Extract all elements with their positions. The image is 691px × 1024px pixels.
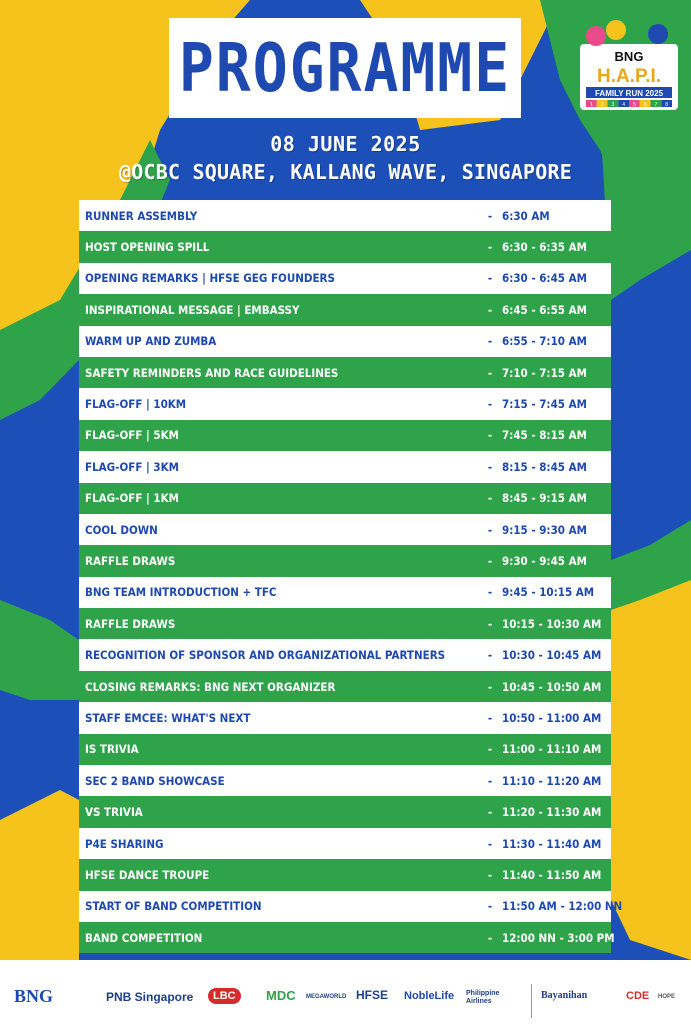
beneficiary-logo-hope: HOPE bbox=[658, 994, 676, 1000]
schedule-row bbox=[79, 639, 611, 670]
schedule-separator: - bbox=[487, 302, 493, 317]
schedule-activity: HFSE DANCE TROUPE bbox=[85, 867, 210, 882]
schedule-separator: - bbox=[487, 899, 493, 914]
schedule-activity: RUNNER ASSEMBLY bbox=[85, 208, 198, 223]
schedule-time: 9:30 - 9:45 AM bbox=[502, 553, 587, 568]
schedule-separator: - bbox=[487, 208, 493, 223]
schedule-time: 8:45 - 9:15 AM bbox=[502, 491, 587, 506]
svg-text:8: 8 bbox=[665, 102, 668, 108]
schedule-activity: FLAG-OFF | 1KM bbox=[85, 491, 179, 506]
schedule-row bbox=[79, 702, 611, 733]
schedule-separator: - bbox=[487, 491, 493, 506]
schedule-separator: - bbox=[487, 334, 493, 349]
svg-text:6: 6 bbox=[643, 102, 647, 108]
footer-divider bbox=[531, 984, 532, 1018]
svg-text:1: 1 bbox=[590, 102, 593, 108]
schedule-activity: CLOSING REMARKS: BNG NEXT ORGANIZER bbox=[85, 679, 336, 694]
schedule-activity: BNG TEAM INTRODUCTION + TFC bbox=[85, 585, 277, 600]
schedule-row bbox=[79, 326, 611, 357]
schedule-separator: - bbox=[487, 679, 493, 694]
schedule-separator: - bbox=[487, 742, 493, 757]
schedule-row bbox=[79, 294, 611, 325]
schedule-separator: - bbox=[487, 585, 493, 600]
schedule-separator: - bbox=[487, 710, 493, 725]
sponsor-logo-pnb: PNB Singapore bbox=[106, 990, 194, 1004]
schedule-time: 8:15 - 8:45 AM bbox=[502, 459, 587, 474]
schedule-row bbox=[79, 357, 611, 388]
schedule-separator: - bbox=[487, 240, 493, 255]
schedule-row bbox=[79, 388, 611, 419]
schedule-row bbox=[79, 608, 611, 639]
schedule-row bbox=[79, 828, 611, 859]
schedule-activity: FLAG-OFF | 3KM bbox=[85, 459, 179, 474]
event-logo bbox=[574, 14, 684, 114]
schedule-activity: INSPIRATIONAL MESSAGE | EMBASSY bbox=[85, 302, 300, 317]
schedule-time: 10:45 - 10:50 AM bbox=[502, 679, 602, 694]
schedule-row bbox=[79, 514, 611, 545]
logo-number-strip bbox=[586, 100, 672, 108]
schedule-row bbox=[79, 734, 611, 765]
beneficiary-logo-cde: CDE bbox=[626, 990, 650, 1002]
schedule-activity: VS TRIVIA bbox=[85, 805, 143, 820]
beneficiary-logo-bayanihan: Bayanihan bbox=[541, 990, 588, 1001]
schedule-row bbox=[79, 231, 611, 262]
schedule-row bbox=[79, 420, 611, 451]
schedule-time: 11:50 AM - 12:00 NN bbox=[502, 899, 623, 914]
schedule-activity: RECOGNITION OF SPONSOR AND ORGANIZATIONAL PARTNERS bbox=[85, 648, 446, 663]
schedule-activity: P4E SHARING bbox=[85, 836, 164, 851]
schedule-time: 9:15 - 9:30 AM bbox=[502, 522, 587, 537]
schedule-row bbox=[79, 263, 611, 294]
schedule-row bbox=[79, 796, 611, 827]
schedule-activity: FLAG-OFF | 10KM bbox=[85, 397, 187, 412]
schedule-time: 11:20 - 11:30 AM bbox=[502, 805, 602, 820]
schedule-row bbox=[79, 483, 611, 514]
schedule-activity: HOST OPENING SPILL bbox=[85, 240, 210, 255]
event-venue: @OCBC SQUARE, KALLANG WAVE, SINGAPORE bbox=[119, 160, 572, 184]
schedule-activity: BAND COMPETITION bbox=[85, 930, 203, 945]
sponsor-logo-megaworld: MEGAWORLD bbox=[306, 994, 347, 1000]
schedule-row bbox=[79, 545, 611, 576]
svg-text:2: 2 bbox=[600, 102, 604, 108]
schedule-activity: START OF BAND COMPETITION bbox=[85, 899, 262, 914]
schedule-activity: RAFFLE DRAWS bbox=[85, 553, 176, 568]
schedule-row bbox=[79, 891, 623, 922]
schedule-separator: - bbox=[487, 459, 493, 474]
schedule-activity: OPENING REMARKS | HFSE GEG FOUNDERS bbox=[85, 271, 335, 286]
schedule-separator: - bbox=[487, 930, 493, 945]
schedule-activity: SEC 2 BAND SHOWCASE bbox=[85, 773, 225, 788]
schedule-separator: - bbox=[487, 397, 493, 412]
schedule-separator: - bbox=[487, 428, 493, 443]
schedule-row bbox=[79, 859, 611, 890]
schedule-activity: IS TRIVIA bbox=[85, 742, 139, 757]
sponsor-logo-hfse: HFSE bbox=[356, 988, 389, 1002]
schedule-row bbox=[79, 922, 615, 953]
sponsor-logo-mdc: MDC bbox=[266, 988, 296, 1003]
schedule-activity: FLAG-OFF | 5KM bbox=[85, 428, 179, 443]
schedule-time: 6:45 - 6:55 AM bbox=[502, 302, 587, 317]
schedule-time: 10:30 - 10:45 AM bbox=[502, 648, 602, 663]
schedule-separator: - bbox=[487, 365, 493, 380]
svg-text:5: 5 bbox=[633, 102, 636, 108]
schedule-separator: - bbox=[487, 867, 493, 882]
logo-line3: FAMILY RUN 2025 bbox=[594, 89, 664, 98]
page-title: PROGRAMME bbox=[178, 28, 512, 108]
schedule-time: 9:45 - 10:15 AM bbox=[502, 585, 595, 600]
sponsor-footer bbox=[0, 960, 691, 1024]
sponsor-logo-pal: Philippine Airlines bbox=[466, 990, 500, 1005]
schedule-time: 10:50 - 11:00 AM bbox=[502, 710, 602, 725]
schedule-activity: SAFETY REMINDERS AND RACE GUIDELINES bbox=[85, 365, 339, 380]
schedule-time: 11:40 - 11:50 AM bbox=[502, 867, 602, 882]
svg-text:3: 3 bbox=[611, 102, 615, 108]
schedule-separator: - bbox=[487, 648, 493, 663]
svg-text:7: 7 bbox=[654, 102, 658, 108]
schedule-time: 6:55 - 7:10 AM bbox=[502, 334, 587, 349]
sponsor-logo-bng: BNG bbox=[14, 986, 54, 1006]
schedule-time: 12:00 NN - 3:00 PM bbox=[502, 930, 615, 945]
schedule-time: 7:45 - 8:15 AM bbox=[502, 428, 587, 443]
sponsor-logo-lbc: LBC bbox=[208, 988, 241, 1004]
schedule-table bbox=[79, 200, 623, 953]
schedule-time: 6:30 - 6:35 AM bbox=[502, 240, 587, 255]
schedule-row bbox=[79, 765, 611, 796]
schedule-separator: - bbox=[487, 522, 493, 537]
logo-line1: BNG bbox=[614, 49, 644, 64]
title-banner bbox=[169, 18, 521, 118]
schedule-time: 6:30 - 6:45 AM bbox=[502, 271, 587, 286]
svg-text:4: 4 bbox=[622, 102, 625, 108]
event-date: 08 JUNE 2025 bbox=[270, 132, 421, 156]
schedule-time: 11:30 - 11:40 AM bbox=[502, 836, 602, 851]
schedule-activity: STAFF EMCEE: WHAT'S NEXT bbox=[85, 710, 251, 725]
schedule-activity: COOL DOWN bbox=[85, 522, 158, 537]
schedule-activity: WARM UP AND ZUMBA bbox=[85, 334, 217, 349]
schedule-time: 10:15 - 10:30 AM bbox=[502, 616, 602, 631]
schedule-separator: - bbox=[487, 271, 493, 286]
schedule-time: 6:30 AM bbox=[502, 208, 550, 223]
schedule-separator: - bbox=[487, 553, 493, 568]
schedule-separator: - bbox=[487, 836, 493, 851]
schedule-separator: - bbox=[487, 805, 493, 820]
schedule-row bbox=[79, 671, 611, 702]
sponsor-logo-noblelife: NobleLife bbox=[404, 990, 455, 1002]
schedule-time: 7:15 - 7:45 AM bbox=[502, 397, 587, 412]
schedule-time: 11:10 - 11:20 AM bbox=[502, 773, 602, 788]
schedule-time: 7:10 - 7:15 AM bbox=[502, 365, 587, 380]
schedule-row bbox=[79, 577, 611, 608]
schedule-time: 11:00 - 11:10 AM bbox=[502, 742, 602, 757]
schedule-row bbox=[79, 200, 611, 231]
schedule-row bbox=[79, 451, 611, 482]
logo-line2: H.A.P.I. bbox=[596, 66, 662, 87]
schedule-separator: - bbox=[487, 773, 493, 788]
schedule-separator: - bbox=[487, 616, 493, 631]
schedule-activity: RAFFLE DRAWS bbox=[85, 616, 176, 631]
